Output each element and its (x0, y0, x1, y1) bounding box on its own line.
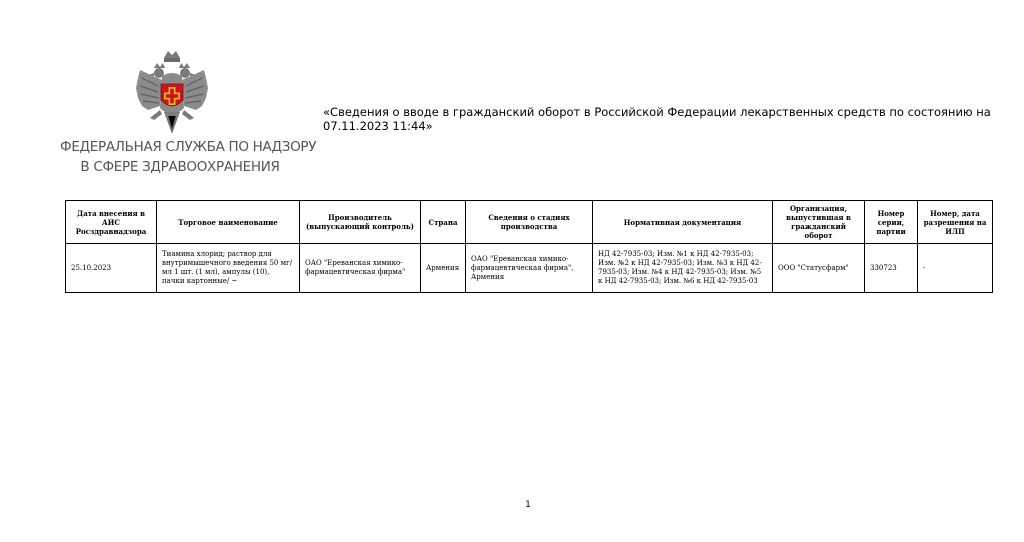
cell-permit: - (918, 244, 993, 293)
column-header-batch-number: Номер серии, партии (865, 201, 918, 244)
agency-emblem-icon (132, 48, 212, 140)
cell-organization: ООО "Статусфарм" (773, 244, 865, 293)
column-header-trade-name: Торговое наименование (157, 201, 300, 244)
page-number: 1 (525, 500, 531, 510)
column-header-date: Дата внесения в АИС Росздравнадзора (66, 201, 157, 244)
table-row (66, 244, 993, 293)
column-header-production-stages: Сведения о стадиях производства (466, 201, 593, 244)
agency-name-line-2: В СФЕРЕ ЗДРАВООХРАНЕНИЯ (80, 159, 280, 175)
cell-date: 25.10.2023 (66, 244, 157, 293)
column-header-manufacturer: Производитель (выпускающий контроль) (300, 201, 421, 244)
cell-regulatory-docs: НД 42-7935-03; Изм. №1 к НД 42-7935-03; Изм. №2 к НД 42-7935-03; Изм. №3 к НД 42-7935-03; Изм. №4 к НД 42-7935-03; Изм. №5 к НД 42-7935-03; Изм. №6 к НД 42-7935-03 (593, 244, 773, 293)
cell-country: Армения (421, 244, 466, 293)
column-header-permit: Номер, дата разрешения на ИЛП (918, 201, 993, 244)
medicines-table (65, 200, 993, 293)
agency-name-line-1: ФЕДЕРАЛЬНАЯ СЛУЖБА ПО НАДЗОРУ (60, 139, 317, 155)
cell-trade-name: Тиамина хлорид; раствор для внутримышечного введения 50 мг/мл 1 шт. (1 мл), ампулы (10), пачки картонные/ ~ (157, 244, 300, 293)
agency-name (60, 137, 317, 177)
cell-manufacturer: ОАО "Ереванская химико-фармацевтическая фирма" (300, 244, 421, 293)
cell-production-stages: ОАО "Ереванская химико-фармацевтическая фирма", Армения (466, 244, 593, 293)
column-header-country: Страна (421, 201, 466, 244)
table-header-row (66, 201, 993, 244)
document-title: «Сведения о вводе в гражданский оборот в Российской Федерации лекарственных средств по состоянию на 07.11.2023 11:44» (323, 105, 991, 133)
cell-batch-number: 330723 (865, 244, 918, 293)
column-header-regulatory-docs: Нормативная документация (593, 201, 773, 244)
column-header-organization: Организация, выпустившая в гражданский оборот (773, 201, 865, 244)
